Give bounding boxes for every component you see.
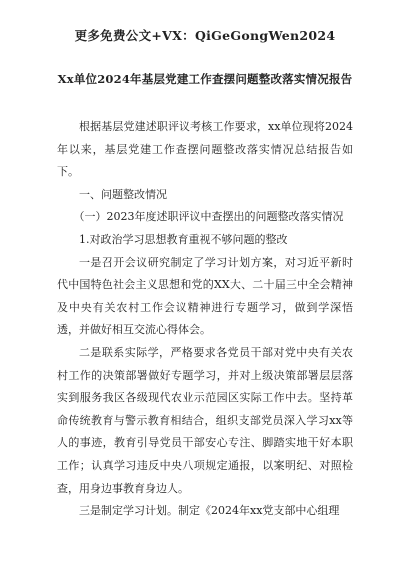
intro-paragraph: 根据基层党建述职评议考核工作要求，xx单位现将2024年以来，基层党建工作查摆问题整改落实情况总结报告如下。	[57, 120, 353, 179]
body-paragraph: 二是联系实际学，严格要求各党员干部对党中央有关农村工作的决策部署做好专题学习，并对上级决策部署层层落实到服务我区各级现代农业示范园区实际工作中去。坚持革命传统教育与警示教育相结合，组织支部党员深入学习xx等人的事迹，教育引导党员干部安心专注、脚踏实地干好本职工作；认真学习违反中央八项规定通报，以案明纪、对照检查，用身边事教育身边人。	[57, 345, 353, 495]
promo-header: 更多免费公文+VX：QiGeGongWen2024	[74, 28, 336, 43]
item-heading: 1.对政治学习思想教育重视不够问题的整改	[79, 232, 288, 246]
body-paragraph: 一是召开会议研究制定了学习计划方案，对习近平新时代中国特色社会主义思想和党的XX大、二十届三中全会精神及中央有关农村工作会议精神进行专题学习，做到学深悟透，并做好相互交流心得体会。	[57, 255, 353, 337]
subsection-heading: （一）2023年度述职评议中查摆出的问题整改落实情况	[73, 210, 344, 224]
section-heading: 一、问题整改情况	[79, 187, 167, 201]
document-body	[57, 116, 353, 523]
body-paragraph: 三是制定学习计划。制定《2024年xx党支部中心组理	[79, 504, 340, 518]
document-title: Xx单位2024年基层党建工作查摆问题整改落实情况报告	[57, 72, 353, 86]
